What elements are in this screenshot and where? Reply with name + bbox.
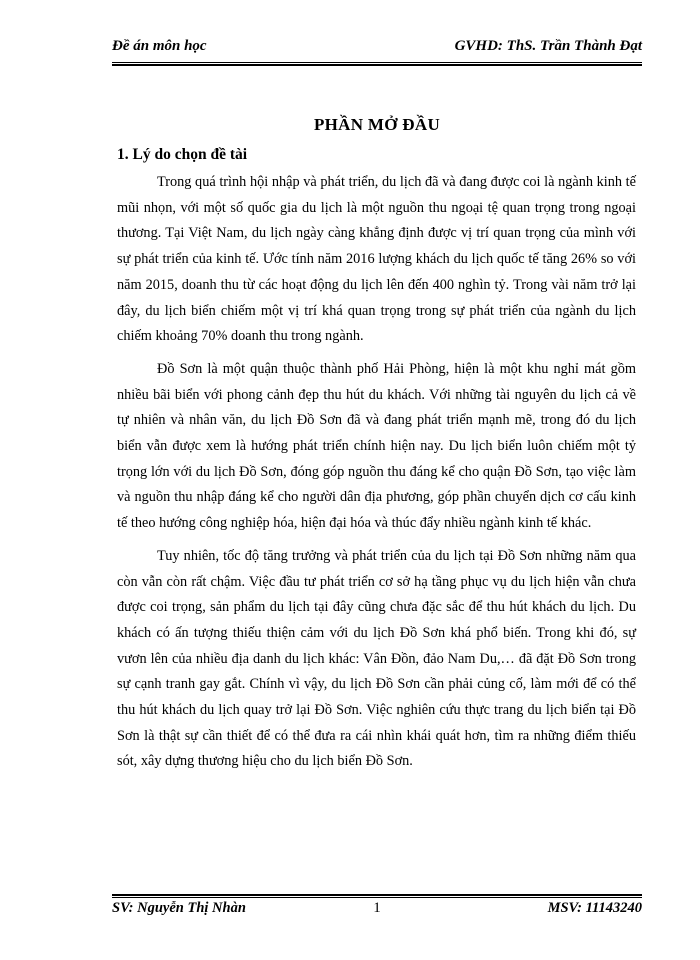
page-footer	[112, 900, 642, 924]
section-heading: 1. Lý do chọn đề tài	[117, 146, 248, 163]
page-number: 1	[373, 900, 381, 916]
page-header	[112, 38, 642, 62]
header-instructor-label: GVHD: ThS. Trần Thành Đạt	[454, 38, 642, 54]
paragraph-3: Tuy nhiên, tốc độ tăng trưởng và phát triển của du lịch tại Đồ Sơn những năm qua còn vẫn còn rất chậm. Việc đầu tư phát triển cơ sở hạ tầng phục vụ du lịch hiện vẫn chưa được coi trọng, sản phẩm du lịch tại đây cũng chưa đặc sắc để thu hút khách du lịch. Du khách có ấn tượng thiếu thiện cảm với du lịch Đồ Sơn khá phổ biến. Trong khi đó, sự vươn lên của nhiều địa danh du lịch khác: Vân Đồn, đảo Nam Du,… đã đặt Đồ Sơn trong sự cạnh tranh gay gắt. Chính vì vậy, du lịch Đồ Sơn cần phải củng cố, làm mới để có thể thu hút khách du lịch quay trở lại Đồ Sơn. Việc nghiên cứu thực trang du lịch biển tại Đồ Sơn là thật sự cần thiết để có thể đưa ra cái nhìn khái quát hơn, tìm ra những điểm thiếu sót, xây dựng thương hiệu cho du lịch biển Đồ Sơn.	[117, 547, 636, 770]
page-title: PHẦN MỞ ĐẦU	[313, 115, 441, 134]
header-course-label: Đề án môn học	[112, 38, 207, 54]
section-body	[117, 170, 636, 782]
paragraph-2: Đồ Sơn là một quận thuộc thành phố Hải Phòng, hiện là một khu nghỉ mát gồm nhiều bãi biển với phong cảnh đẹp thu hút du khách. Với những tài nguyên du lịch cả về tự nhiên và nhân văn, du lịch Đồ Sơn đã và đang phát triển mạnh mẽ, trong đó du lịch biển vẫn được xem là hướng phát triển chính hiện nay. Du lịch biển luôn chiếm một tỷ trọng lớn với du lịch Đồ Sơn, đóng góp nguồn thu đáng kể cho quận Đồ Sơn, tạo việc làm và nguồn thu nhập đáng kể cho người dân địa phương, góp phần chuyển dịch cơ cấu kinh tế theo hướng công nghiệp hóa, hiện đại hóa và thúc đẩy nhiều ngành kinh tế khác.	[117, 360, 636, 532]
footer-divider	[112, 894, 642, 898]
footer-student-id: MSV: 11143240	[547, 900, 642, 916]
header-divider	[112, 62, 642, 66]
footer-student-name: SV: Nguyễn Thị Nhàn	[112, 900, 246, 916]
paragraph-1: Trong quá trình hội nhập và phát triển, du lịch đã và đang được coi là ngành kinh tế mũi nhọn, với một số quốc gia du lịch là một nguồn thu ngoại tệ quan trọng trong ngoại thương. Tại Việt Nam, du lịch ngày càng khẳng định được vị trí quan trọng của mình với sự phát triển của kinh tế. Ước tính năm 2016 lượng khách du lịch quốc tế tăng 26% so với năm 2015, doanh thu từ các hoạt động du lịch lên đến 400 nghìn tỷ. Trong vài năm trở lại đây, du lịch biển chiếm một vị trí khá quan trọng trong sự phát triển của ngành du lịch chiếm khoảng 70% doanh thu trong ngành.	[117, 174, 636, 345]
